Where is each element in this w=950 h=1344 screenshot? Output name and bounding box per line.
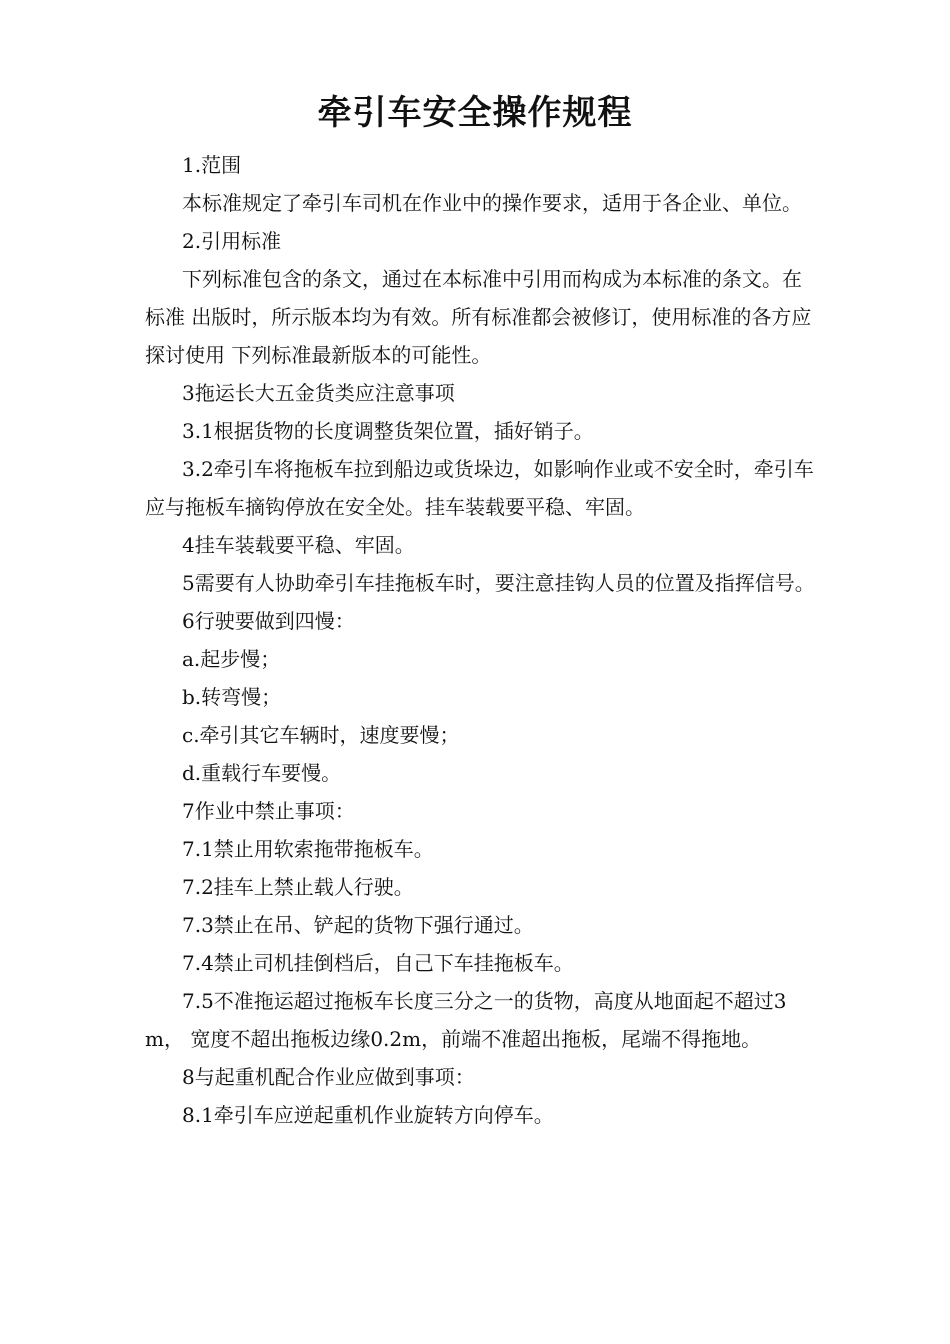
paragraph-7-5: 7.5不准拖运超过拖板车长度三分之一的货物，高度从地面起不超过3m， 宽度不超出拖板边缘0.2m，前端不准超出拖板，尾端不得拖地。 (145, 989, 787, 1051)
paragraph-scope-heading: 1.范围 (182, 153, 242, 177)
paragraph-3-1: 3.1根据货物的长度调整货架位置，插好销子。 (182, 419, 594, 443)
paragraph-section-4: 4挂车装载要平稳、牢固。 (182, 533, 415, 557)
paragraph-scope-text: 本标准规定了牵引车司机在作业中的操作要求，适用于各企业、单位。 (182, 191, 802, 215)
paragraph-7-3: 7.3禁止在吊、铲起的货物下强行通过。 (182, 913, 534, 937)
paragraph-section-8: 8与起重机配合作业应做到事项： (182, 1065, 475, 1089)
paragraph-8-1: 8.1牵引车应逆起重机作业旋转方向停车。 (182, 1103, 554, 1127)
list-item-c: c.牵引其它车辆时，速度要慢； (182, 723, 460, 747)
paragraph-section-5: 5需要有人协助牵引车挂拖板车时，要注意挂钩人员的位置及指挥信号。 (182, 571, 815, 595)
paragraph-references-heading: 2.引用标准 (182, 229, 282, 253)
list-item-d: d.重载行车要慢。 (182, 761, 342, 785)
paragraph-3-2: 3.2牵引车将拖板车拉到船边或货垛边，如影响作业或不安全时，牵引车 应与拖板车摘钩停放在安全处。挂车装载要平稳、牢固。 (145, 457, 814, 519)
document-title: 牵引车安全操作规程 (317, 93, 633, 133)
paragraph-7-2: 7.2挂车上禁止载人行驶。 (182, 875, 414, 899)
paragraph-section-6: 6行驶要做到四慢： (182, 609, 355, 633)
document-body (145, 146, 815, 1134)
paragraph-references-text: 下列标准包含的条文，通过在本标准中引用而构成为本标准的条文。在标准 出版时，所示版本均为有效。所有标准都会被修订，使用标准的各方应探讨使用 下列标准最新版本的可能性。 (145, 267, 812, 367)
paragraph-7-1: 7.1禁止用软索拖带拖板车。 (182, 837, 434, 861)
list-item-a: a.起步慢； (182, 647, 281, 671)
paragraph-section-7: 7作业中禁止事项： (182, 799, 355, 823)
paragraph-7-4: 7.4禁止司机挂倒档后，自己下车挂拖板车。 (182, 951, 574, 975)
paragraph-section-3: 3拖运长大五金货类应注意事项 (182, 381, 455, 405)
list-item-b: b.转弯慢； (182, 685, 282, 709)
